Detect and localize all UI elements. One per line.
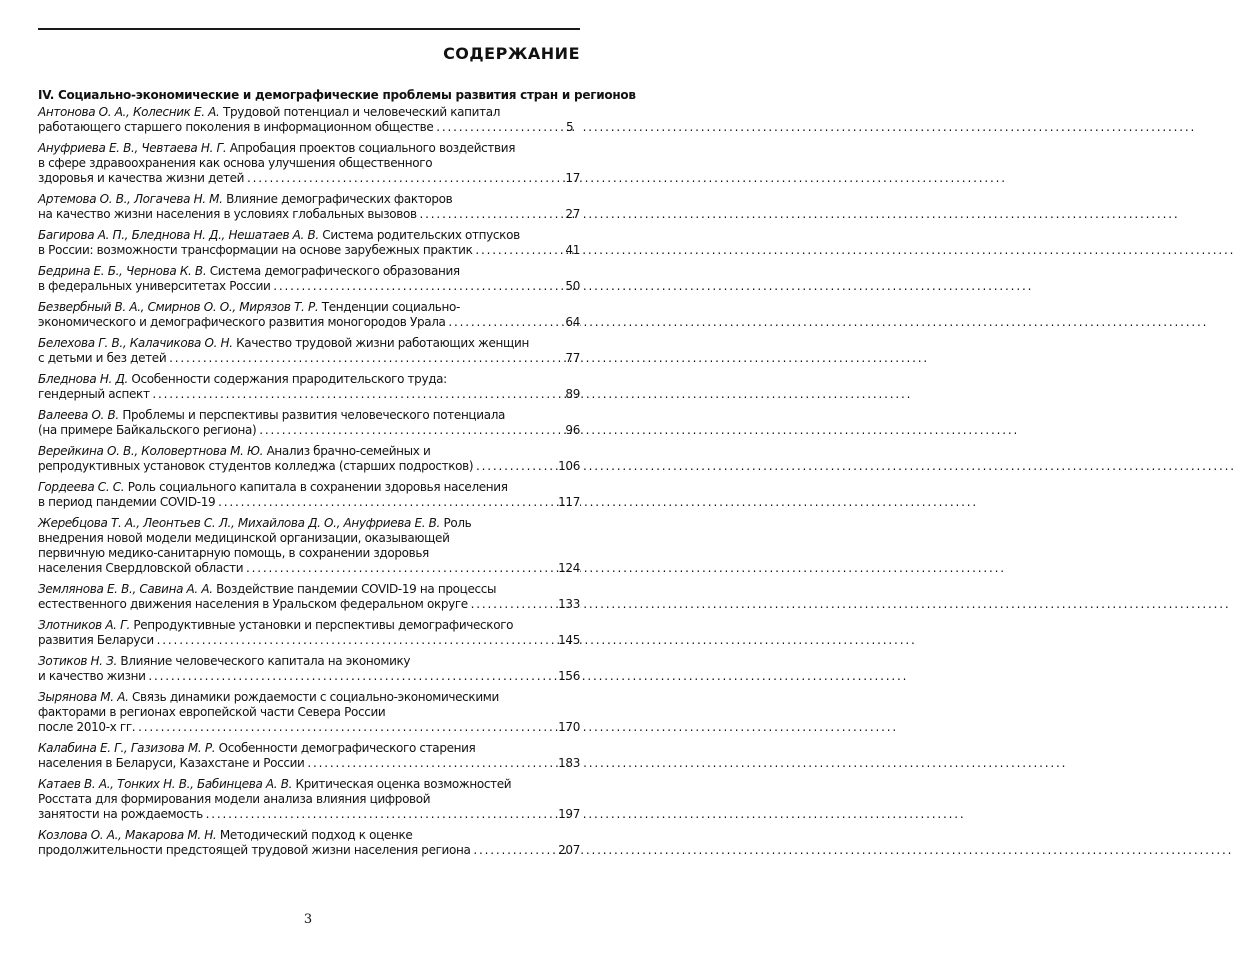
entry-title-line: здоровья и качества жизни детей . . . xyxy=(38,171,1004,185)
entry-authors: Безвербный В. А., Смирнов О. О., Мирязов Т. Р. xyxy=(38,300,319,314)
entry-title-line: Тенденции социально- xyxy=(321,300,460,314)
toc-entry xyxy=(38,300,580,330)
entry-authors: Багирова А. П., Бледнова Н. Д., Нешатаев А. В. xyxy=(38,228,319,242)
entry-authors: Бедрина Е. Б., Чернова К. В. xyxy=(38,264,207,278)
entry-page: 183 xyxy=(558,756,580,770)
entry-page: 5 xyxy=(578,120,580,135)
entry-page: 27 xyxy=(565,207,580,221)
entry-page: 106 xyxy=(558,459,580,473)
entry-title-line: Система родительских отпусков xyxy=(322,228,520,242)
toc-entry xyxy=(38,228,580,258)
entry-authors: Катаев В. А., Тонких Н. В., Бабинцева А. В. xyxy=(38,777,293,791)
toc-entry xyxy=(38,444,580,474)
entry-title-line: в сфере здравоохранения как основа улучшения общественного xyxy=(38,156,433,170)
toc-entry xyxy=(38,741,580,771)
toc-entry xyxy=(38,372,580,402)
entry-title-line: Росстата для формирования модели анализа влияния цифровой xyxy=(38,792,431,806)
section-title: IV. Социально-экономические и демографические проблемы развития стран и регионов xyxy=(38,88,636,102)
toc-entry xyxy=(38,336,580,366)
toc-entry xyxy=(38,582,580,612)
entry-authors: Бледнова Н. Д. xyxy=(38,372,128,386)
toc-entry xyxy=(38,141,580,186)
entry-authors: Зырянова М. А. xyxy=(38,690,129,704)
entry-title-line: занятости на рождаемость . . . xyxy=(38,807,963,821)
entry-title-line: Методический подход к оценке xyxy=(219,828,413,842)
entry-page: 50 xyxy=(565,279,580,293)
entry-title-line: в России: возможности трансформации на основе зарубежных практик . . . xyxy=(38,243,1232,257)
entry-title-line: Трудовой потенциал и человеческий капитал xyxy=(222,105,501,119)
toc-entry xyxy=(38,828,580,858)
entry-title-line: Проблемы и перспективы развития человеческого потенциала xyxy=(122,408,506,422)
entry-title-line: факторами в регионах европейской части Севера России xyxy=(38,705,386,719)
entry-title-line: первичную медико-санитарную помощь, в сохранении здоровья xyxy=(38,546,429,560)
entry-title-line: внедрения новой модели медицинской организации, оказывающей xyxy=(38,531,450,545)
entry-title-line: населения Свердловской области . . . xyxy=(38,561,1003,575)
entry-title-line: развития Беларуси . . . xyxy=(38,633,914,647)
entry-authors: Зотиков Н. З. xyxy=(38,654,117,668)
toc-entry xyxy=(38,105,580,135)
entry-title-line: Система демографического образования xyxy=(209,264,460,278)
toc-entry xyxy=(38,654,580,684)
entry-title-line: работающего старшего поколения в информационном обществе . . . xyxy=(38,120,1193,134)
entry-title-line: с детьми и без детей . . . xyxy=(38,351,926,365)
entry-authors: Ануфриева Е. В., Чевтаева Н. Г. xyxy=(38,141,227,155)
toc-entry xyxy=(38,516,580,576)
entry-title-line: естественного движения населения в Уральском федеральном округе . . . xyxy=(38,597,1228,611)
entry-title-line: Воздействие пандемии COVID-19 на процессы xyxy=(216,582,497,596)
entry-title-line: Особенности демографического старения xyxy=(218,741,476,755)
entry-title-line: гендерный аспект . . . xyxy=(38,387,910,401)
entry-title-line: населения в Беларуси, Казахстане и России . . . xyxy=(38,756,1064,770)
entry-authors: Гордеева С. С. xyxy=(38,480,125,494)
entry-page: 117 xyxy=(558,495,580,509)
entry-page: 64 xyxy=(565,315,580,329)
entry-title-line: Связь динамики рождаемости с социально-экономическими xyxy=(132,690,499,704)
entry-page: 96 xyxy=(565,423,580,437)
entry-title-line: продолжительности предстоящей трудовой жизни населения региона . . . xyxy=(38,843,1230,857)
top-rule xyxy=(38,28,580,30)
entry-page: 17 xyxy=(565,171,580,185)
toc-list xyxy=(38,105,580,864)
entry-title-line: Роль социального капитала в сохранении здоровья населения xyxy=(127,480,508,494)
entry-title-line: Влияние человеческого капитала на экономику xyxy=(120,654,411,668)
entry-title-line: после 2010-х гг. . . . xyxy=(38,720,895,734)
entry-authors: Жеребцова Т. А., Леонтьев С. Л., Михайлова Д. О., Ануфриева Е. В. xyxy=(38,516,440,530)
toc-entry xyxy=(38,264,580,294)
entry-title-line: Роль xyxy=(443,516,472,530)
entry-title-line: экономического и демографического развития моногородов Урала . . . xyxy=(38,315,1205,329)
entry-authors: Козлова О. А., Макарова М. Н. xyxy=(38,828,217,842)
entry-title-line: (на примере Байкальского региона) . . . xyxy=(38,423,1016,437)
entry-page: 170 xyxy=(558,720,580,734)
entry-title-line: Репродуктивные установки и перспективы демографического xyxy=(133,618,514,632)
entry-title-line: Качество трудовой жизни работающих женщин xyxy=(236,336,529,350)
page-heading: СОДЕРЖАНИЕ xyxy=(443,44,580,63)
entry-title-line: Особенности содержания прародительского труда: xyxy=(131,372,447,386)
entry-title-line: в период пандемии COVID-19 . . . xyxy=(38,495,975,509)
entry-authors: Антонова О. А., Колесник Е. А. xyxy=(38,105,220,119)
entry-page: 89 xyxy=(565,387,580,401)
entry-authors: Белехова Г. В., Калачикова О. Н. xyxy=(38,336,233,350)
entry-page: 124 xyxy=(558,561,580,575)
entry-title-line: репродуктивных установок студентов колледжа (старших подростков) . . . xyxy=(38,459,1233,473)
entry-page: 145 xyxy=(558,633,580,647)
entry-authors: Злотников А. Г. xyxy=(38,618,130,632)
entry-title-line: Влияние демографических факторов xyxy=(226,192,453,206)
entry-page: 77 xyxy=(565,351,580,365)
entry-authors: Верейкина О. В., Коловертнова М. Ю. xyxy=(38,444,264,458)
toc-entry xyxy=(38,480,580,510)
entry-title-line: Критическая оценка возможностей xyxy=(295,777,512,791)
toc-entry xyxy=(38,777,580,822)
entry-title-line: и качество жизни . . . xyxy=(38,669,905,683)
entry-authors: Валеева О. В. xyxy=(38,408,119,422)
entry-page: 197 xyxy=(558,807,580,821)
entry-page: 156 xyxy=(558,669,580,683)
entry-title-line: Анализ брачно-семейных и xyxy=(266,444,431,458)
entry-authors: Землянова Е. В., Савина А. А. xyxy=(38,582,213,596)
entry-authors: Артемова О. В., Логачева Н. М. xyxy=(38,192,223,206)
entry-authors: Калабина Е. Г., Газизова М. Р. xyxy=(38,741,216,755)
entry-title-line: на качество жизни населения в условиях глобальных вызовов . . . xyxy=(38,207,1177,221)
entry-page: 207 xyxy=(558,843,580,857)
toc-entry xyxy=(38,618,580,648)
entry-page: 133 xyxy=(558,597,580,611)
entry-title-line: в федеральных университетах России . . . xyxy=(38,279,1030,293)
entry-page: 41 xyxy=(565,243,580,257)
entry-title-line: Апробация проектов социального воздействия xyxy=(229,141,516,155)
toc-entry xyxy=(38,408,580,438)
page-number: 3 xyxy=(303,912,313,927)
toc-entry xyxy=(38,192,580,222)
toc-entry xyxy=(38,690,580,735)
